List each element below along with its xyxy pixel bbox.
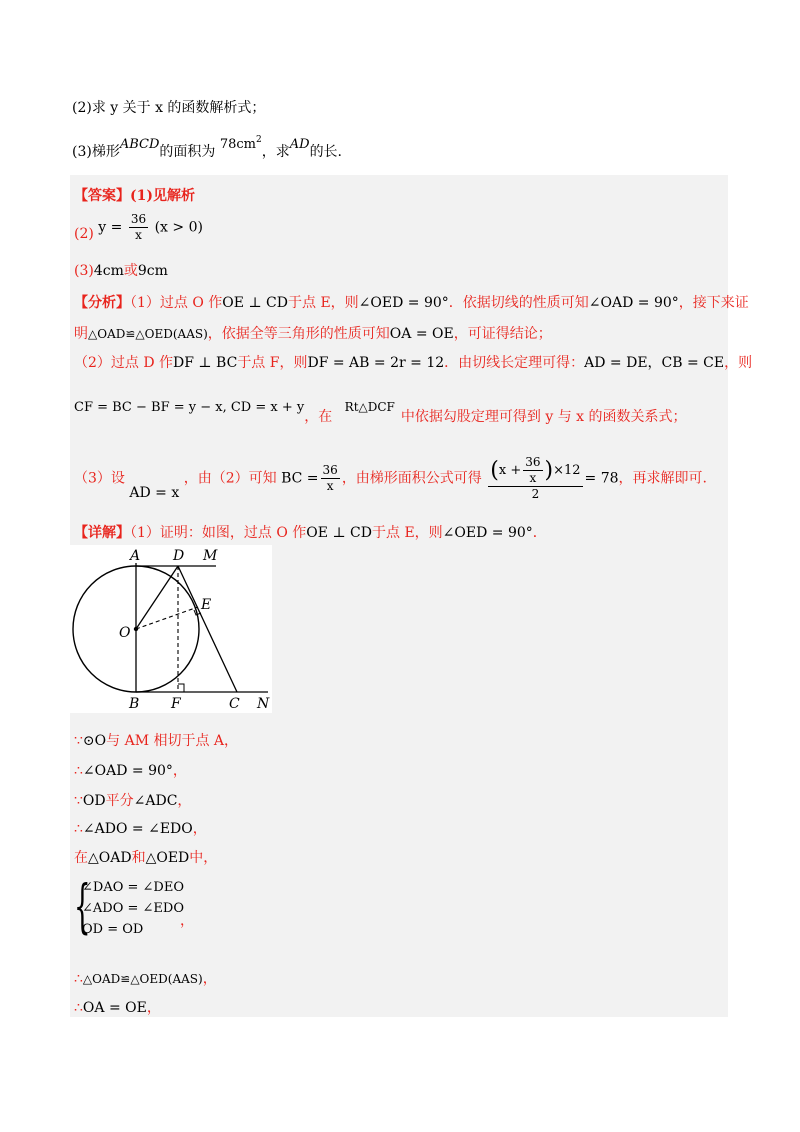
answer-line-3 — [74, 260, 168, 280]
answer-2-lhs: y = — [98, 219, 123, 236]
proof-text: 在 — [74, 850, 88, 866]
proof-text: 和 — [131, 850, 146, 866]
proof-symbol: ∴ — [74, 821, 83, 837]
frac-inner-den: x — [529, 471, 537, 485]
analysis-math: OE ⊥ CD — [222, 295, 288, 311]
analysis-line-5 — [74, 455, 707, 502]
analysis-text: （3）设 — [74, 470, 125, 487]
system-line-3: OD = OD — [82, 922, 144, 937]
analysis-text: ，再求解即可. — [618, 470, 707, 487]
q3-abcd: ABCD — [119, 137, 160, 152]
detail-text: 于点 E，则 — [372, 525, 443, 541]
proof-math: ⊙O — [82, 733, 107, 749]
answer-2-label: (2) — [74, 225, 94, 242]
label-e: E — [201, 597, 212, 613]
frac-inner-lhs: x + — [498, 463, 522, 478]
proof-math: ∠ADC — [133, 793, 178, 809]
analysis-text: 中依据勾股定理可得到 y 与 x 的函数关系式； — [400, 409, 687, 425]
analysis-math: BC = — [281, 470, 319, 487]
frac-inner-num: 36 — [525, 455, 541, 469]
analysis-text: （1）过点 O 作 — [130, 295, 223, 311]
proof-step-6 — [74, 968, 217, 988]
proof-math: ∠ADO = ∠EDO — [82, 821, 193, 837]
answer-1: (1)见解析 — [130, 188, 195, 204]
analysis-math: △OAD≌△OED(AAS) — [88, 327, 208, 341]
proof-step-1 — [74, 730, 238, 750]
system-line-1: ∠DAO = ∠DEO — [82, 880, 184, 895]
analysis-math: AD = x — [129, 484, 180, 501]
frac-den: 2 — [531, 487, 540, 501]
analysis-math: AD = DE，CB = CE — [584, 355, 725, 371]
analysis-text: （2）过点 D 作 — [74, 355, 174, 371]
answer-line-2 — [74, 212, 203, 243]
answer-3-label: (3) — [74, 263, 94, 279]
analysis-fraction — [321, 463, 340, 494]
analysis-math: ∠OED = 90° — [358, 295, 449, 311]
proof-symbol: ∵ — [74, 793, 83, 809]
q3-area-sup: 2 — [256, 135, 262, 145]
analysis-text: ，依据全等三角形的性质可知 — [207, 326, 390, 342]
proof-step-3 — [74, 790, 191, 810]
analysis-text: 于点 E，则 — [288, 295, 359, 311]
analysis-text: 于点 F，则 — [237, 355, 308, 371]
question-2: (2)求 y 关于 x 的函数解析式； — [72, 100, 266, 116]
proof-symbol: ∴ — [74, 971, 83, 987]
answer-2-den: x — [135, 228, 142, 242]
proof-math: OA = OE — [82, 1000, 147, 1016]
system-line-2: ∠ADO = ∠EDO — [82, 901, 184, 916]
label-n: N — [257, 696, 270, 712]
analysis-line-3 — [74, 352, 752, 372]
q3-text-post: ，求 — [261, 144, 290, 160]
proof-math: △OAD — [88, 850, 132, 866]
system-end: ， — [180, 913, 194, 929]
proof-text: ， — [177, 793, 192, 809]
label-a: A — [130, 548, 141, 564]
q3-text-mid: 的面积为 — [159, 144, 216, 160]
geometry-figure — [70, 545, 272, 713]
frac-inner — [523, 455, 542, 486]
detail-math: ∠OED = 90° — [442, 525, 533, 541]
proof-text: 平分 — [105, 793, 134, 809]
answer-2-fraction — [129, 212, 148, 243]
proof-step-4 — [74, 818, 207, 838]
analysis-line-4 — [74, 396, 687, 425]
detail-text: ． — [532, 525, 547, 541]
analysis-text: ，由梯形面积公式可得 — [341, 470, 482, 487]
proof-text: ， — [172, 763, 187, 779]
analysis-text: ，在 — [304, 409, 333, 425]
answer-line-1 — [74, 185, 195, 205]
proof-text: 与 AM 相切于点 A， — [106, 733, 239, 749]
detail-math: OE ⊥ CD — [306, 525, 372, 541]
analysis-label: 【分析】 — [74, 295, 130, 311]
answer-2-num: 36 — [130, 212, 147, 226]
proof-math: △OED — [145, 850, 190, 866]
analysis-text: ，可证得结论； — [453, 326, 552, 342]
analysis-math: OA = OE — [389, 326, 454, 342]
analysis-line-1 — [74, 292, 749, 312]
answer-3-v2: 9cm — [137, 263, 168, 279]
frac-num: 36 — [322, 463, 338, 477]
proof-step-5 — [74, 847, 217, 867]
analysis-text: ，由（2）可知 — [183, 470, 277, 487]
analysis-text: ．依据切线的性质可知 — [448, 295, 589, 311]
q3-ad: AD — [289, 137, 310, 152]
q3-text: (3)梯形 — [72, 144, 120, 160]
proof-math: △OAD≌△OED(AAS) — [82, 972, 203, 986]
answer-3-v1: 4cm — [93, 263, 124, 279]
label-c: C — [229, 696, 240, 712]
detail-text: （1）证明：如图，过点 O 作 — [130, 525, 307, 541]
proof-symbol: ∴ — [74, 763, 83, 779]
answer-2-cond: (x > 0) — [154, 219, 203, 236]
analysis-text: ，则 — [724, 355, 753, 371]
answer-label: 【答案】 — [74, 188, 130, 204]
frac-den: x — [326, 479, 334, 493]
proof-text: ， — [192, 821, 207, 837]
answer-3-or: 或 — [123, 263, 138, 279]
label-f: F — [171, 696, 181, 712]
analysis-math: = 78 — [584, 470, 619, 487]
system-brace: { — [74, 872, 91, 940]
proof-symbol: ∴ — [74, 1000, 83, 1016]
trapezoid-area-fraction: (x + $\frac{36}{x}$ )×12 2 — [490, 455, 581, 501]
analysis-math: DF ⊥ BC — [173, 355, 238, 371]
proof-step-2 — [74, 760, 187, 780]
proof-step-7 — [74, 997, 161, 1017]
question-3 — [72, 135, 343, 163]
analysis-math: CF = BC − BF = y − x, CD = x + y — [74, 400, 305, 415]
frac-times: ×12 — [553, 463, 581, 478]
analysis-text: 明 — [74, 326, 88, 342]
analysis-math: ∠OAD = 90° — [588, 295, 679, 311]
label-b: B — [129, 696, 140, 712]
point-o — [134, 627, 138, 631]
analysis-line-2 — [74, 323, 552, 343]
analysis-math: DF = AB = 2r = 12 — [307, 355, 445, 371]
proof-text: ， — [202, 971, 217, 987]
proof-math: OD — [82, 793, 106, 809]
analysis-text: ，接下来证 — [678, 295, 749, 311]
proof-math: ∠OAD = 90° — [82, 763, 173, 779]
label-d: D — [173, 548, 185, 564]
proof-symbol: ∵ — [74, 733, 83, 749]
detail-line-1 — [74, 522, 547, 542]
detail-label: 【详解】 — [74, 525, 130, 541]
q3-text-end: 的长. — [309, 144, 343, 160]
analysis-math: Rt△DCF — [344, 400, 395, 414]
label-m: M — [203, 548, 218, 564]
q3-area: 78cm — [219, 137, 257, 152]
congruence-system — [82, 877, 184, 940]
label-o: O — [119, 625, 131, 641]
proof-text: ， — [146, 1000, 161, 1016]
proof-text: 中， — [189, 850, 218, 866]
analysis-text: ．由切线长定理可得： — [444, 355, 585, 371]
